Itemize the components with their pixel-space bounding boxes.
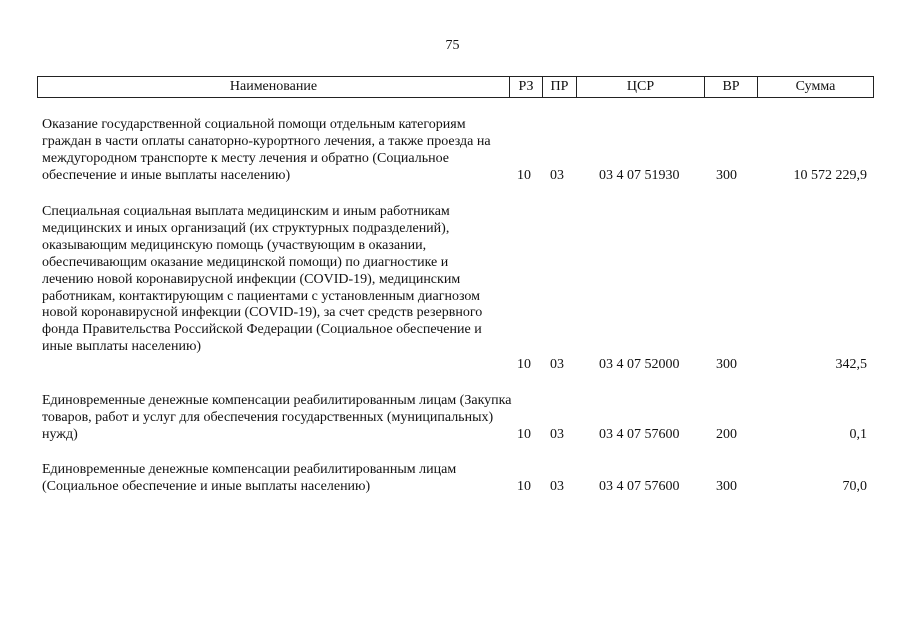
page-number: 75	[445, 38, 460, 53]
row-rz: 10	[517, 427, 531, 442]
row-vr: 200	[716, 427, 737, 442]
header-csr: ЦСР	[577, 77, 705, 98]
row-pr: 03	[550, 357, 564, 372]
row-sum: 70,0	[842, 479, 867, 494]
row-pr: 03	[550, 427, 564, 442]
header-name: Наименование	[38, 77, 510, 98]
header-vr: ВР	[705, 77, 758, 98]
row-name: Единовременные денежные компенсации реабилитированным лицам (Закупка товаров, работ и услуг для обеспечения государственных (муниципальных) нужд)	[42, 393, 512, 442]
row-csr: 03 4 07 52000	[599, 357, 680, 372]
row-csr: 03 4 07 51930	[599, 168, 680, 183]
row-sum: 0,1	[849, 427, 867, 442]
header-sum: Сумма	[758, 77, 874, 98]
row-vr: 300	[716, 479, 737, 494]
row-name: Специальная социальная выплата медицинским и иным работникам медицинских и иных организаций (их структурных подразделений), оказывающим медицинскую помощь (участвующим в оказании, обеспечивающим оказание медицинской помощи) по диагностике и лечению новой коронавирусной инфекции (COVID-19), медицинским работникам, контактирующим с пациентами с установленным диагнозом новой коронавирусной инфекции (COVID-19), за счет средств резервного фонда Правительства Российской Федерации (Социальное обеспечение и иные выплаты населению)	[42, 204, 483, 355]
header-pr: ПР	[543, 77, 577, 98]
row-pr: 03	[550, 479, 564, 494]
row-pr: 03	[550, 168, 564, 183]
row-rz: 10	[517, 357, 531, 372]
row-vr: 300	[716, 357, 737, 372]
header-rz: РЗ	[510, 77, 543, 98]
table-header	[37, 76, 874, 98]
row-sum: 342,5	[835, 357, 867, 372]
row-name: Единовременные денежные компенсации реабилитированным лицам (Социальное обеспечение и иные выплаты населению)	[42, 462, 457, 494]
row-csr: 03 4 07 57600	[599, 427, 680, 442]
row-csr: 03 4 07 57600	[599, 479, 680, 494]
row-name: Оказание государственной социальной помощи отдельным категориям граждан в части оплаты санаторно-курортного лечения, а также проезда на междугородном транспорте к месту лечения и обратно (Социальное обеспечение и иные выплаты населению)	[42, 117, 491, 183]
row-rz: 10	[517, 479, 531, 494]
row-vr: 300	[716, 168, 737, 183]
row-sum: 10 572 229,9	[793, 168, 867, 183]
row-rz: 10	[517, 168, 531, 183]
